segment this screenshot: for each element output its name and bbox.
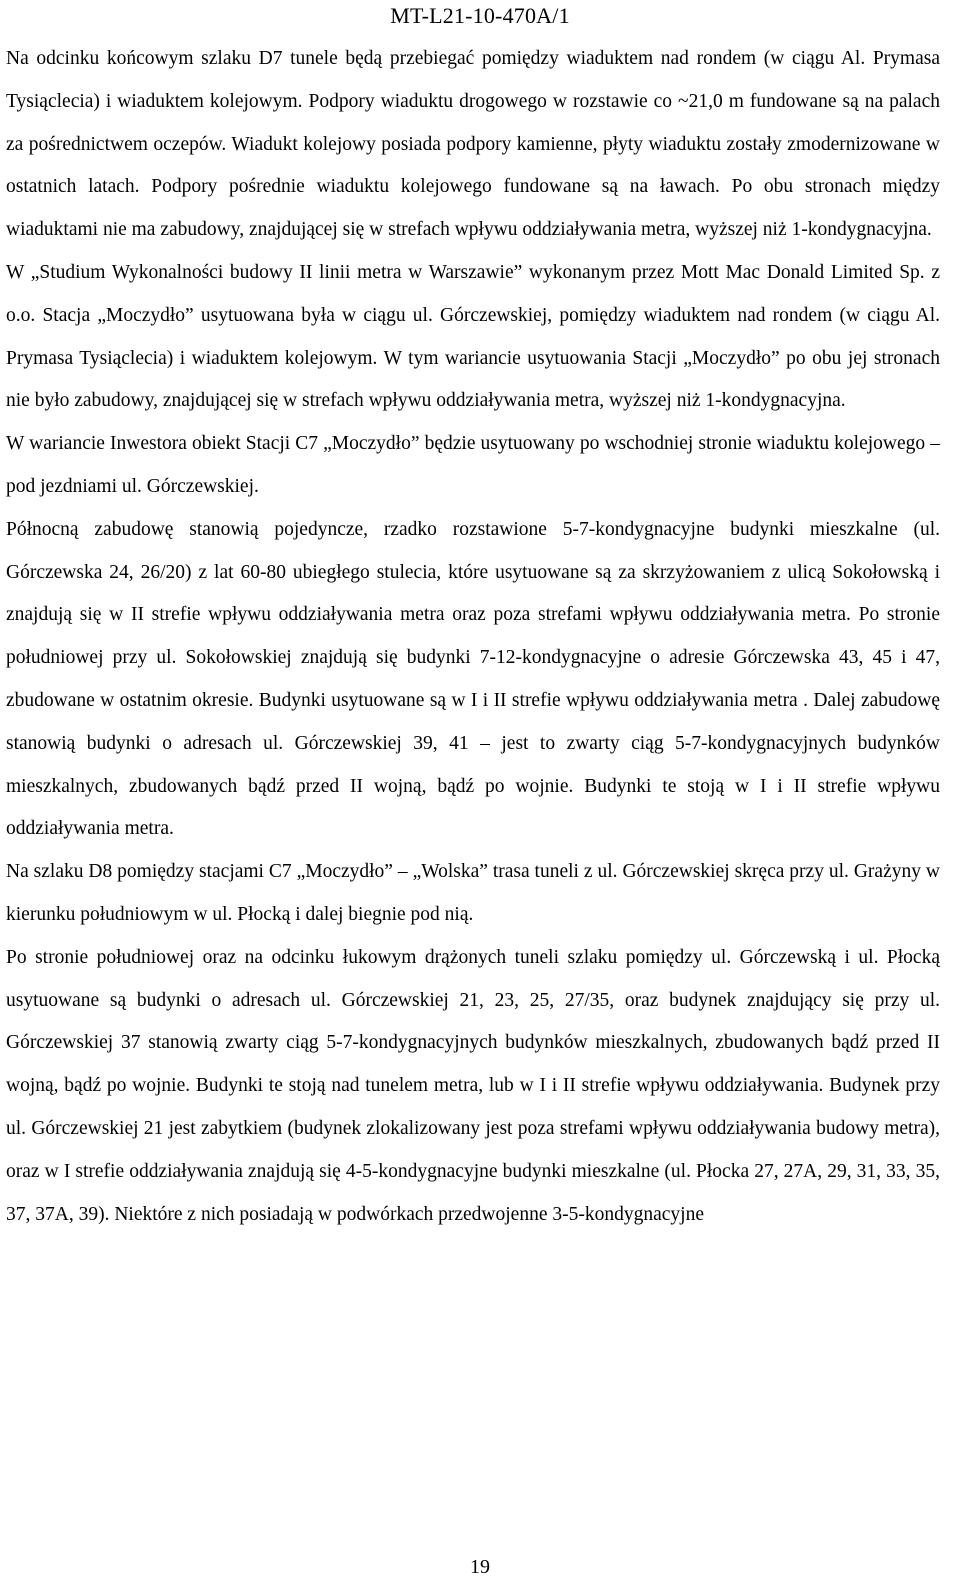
paragraph: Na odcinku końcowym szlaku D7 tunele będą przebiegać pomiędzy wiaduktem nad rondem (w ciągu Al. Prymasa Tysiąclecia) i wiaduktem kolejowym. Podpory wiaduktu drogowego w rozstawie co ~21,0 m fundowane są na palach za pośrednictwem oczepów. Wiadukt kolejowy posiada podpory kamienne, płyty wiaduktu zostały zmodernizowane w ostatnich latach. Podpory pośrednie wiaduktu kolejowego fundowane są na ławach. Po obu stronach między wiaduktami nie ma zabudowy, znajdującej się w strefach wpływu oddziaływania metra, wyższej niż 1-kondygnacyjna.	[6, 48, 940, 241]
paragraph: Północną zabudowę stanowią pojedyncze, rzadko rozstawione 5-7-kondygnacyjne budynki mieszkalne (ul. Górczewska 24, 26/20) z lat 60-80 ubiegłego stulecia, które usytuowane są za skrzyżowaniem z ulicą Sokołowską i znajdują się w II strefie wpływu oddziaływania metra oraz poza strefami wpływu oddziaływania metra. Po stronie południowej przy ul. Sokołowskiej znajdują się budynki 7-12-kondygnacyjne o adresie Górczewska 43, 45 i 47, zbudowane w ostatnim okresie. Budynki usytuowane są w I i II strefie wpływu oddziaływania metra . Dalej zabudowę stanowią budynki o adresach ul. Górczewskiej 39, 41 – jest to zwarty ciąg 5-7-kondygnacyjnych budynków mieszkalnych, zbudowanych bądź przed II wojną, bądź po wojnie. Budynki te stoją w I i II strefie wpływu oddziaływania metra.	[6, 518, 940, 840]
document-body	[6, 38, 940, 1236]
document-id-header: MT-L21-10-470A/1	[390, 3, 570, 28]
paragraph: W wariancie Inwestora obiekt Stacji C7 „Moczydło” będzie usytuowany po wschodniej stronie wiaduktu kolejowego – pod jezdniami ul. Górczewskiej.	[6, 433, 940, 497]
paragraph: W „Studium Wykonalności budowy II linii metra w Warszawie” wykonanym przez Mott Mac Donald Limited Sp. z o.o. Stacja „Moczydło” usytuowana była w ciągu ul. Górczewskiej, pomiędzy wiaduktem nad rondem (w ciągu Al. Prymasa Tysiąclecia) i wiaduktem kolejowym. W tym wariancie usytuowania Stacji „Moczydło” po obu jej stronach nie było zabudowy, znajdującej się w strefach wpływu oddziaływania metra, wyższej niż 1-kondygnacyjna.	[6, 261, 940, 412]
paragraph: Na szlaku D8 pomiędzy stacjami C7 „Moczydło” – „Wolska” trasa tuneli z ul. Górczewskiej skręca przy ul. Grażyny w kierunku południowym w ul. Płocką i dalej biegnie pod nią.	[6, 861, 940, 925]
paragraph: Po stronie południowej oraz na odcinku łukowym drążonych tuneli szlaku pomiędzy ul. Górczewską i ul. Płocką usytuowane są budynki o adresach ul. Górczewskiej 21, 23, 25, 27/35, oraz budynek znajdujący się przy ul. Górczewskiej 37 stanowią zwarty ciąg 5-7-kondygnacyjnych budynków mieszkalnych, zbudowanych bądź przed II wojną, bądź po wojnie. Budynki te stoją nad tunelem metra, lub w I i II strefie wpływu oddziaływania. Budynek przy ul. Górczewskiej 21 jest zabytkiem (budynek zlokalizowany jest poza strefami wpływu oddziaływania budowy metra), oraz w I strefie oddziaływania znajdują się 4-5-kondygnacyjne budynki mieszkalne (ul. Płocka 27, 27A, 29, 31, 33, 35, 37, 37A, 39). Niektóre z nich posiadają w podwórkach przedwojenne 3-5-kondygnacyjne	[6, 946, 940, 1225]
page-number: 19	[470, 1556, 490, 1578]
